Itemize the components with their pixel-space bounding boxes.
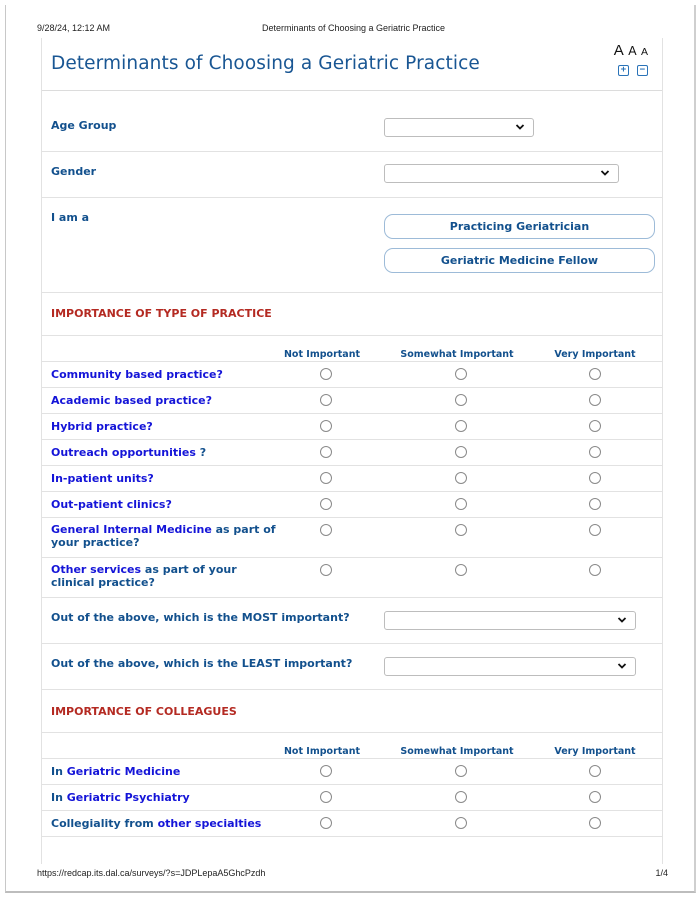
radio-very-important[interactable]: [589, 472, 601, 484]
radio-very-important[interactable]: [589, 498, 601, 510]
label-text: Geriatric Medicine: [66, 765, 181, 778]
radio-not-important[interactable]: [320, 765, 332, 777]
print-document-title: Determinants of Choosing a Geriatric Practice: [261, 23, 446, 33]
matrix-row: [42, 558, 662, 598]
label-text: other specialties: [157, 817, 262, 830]
print-page-number: 1/4: [655, 868, 668, 878]
matrix-row: [42, 414, 662, 440]
matrix-row: [42, 466, 662, 492]
radio-very-important[interactable]: [589, 817, 601, 829]
radio-not-important[interactable]: [320, 791, 332, 803]
least-important-row: [42, 644, 662, 690]
radio-somewhat-important[interactable]: [455, 498, 467, 510]
matrix-row: [42, 388, 662, 414]
chevron-down-icon: [600, 168, 610, 178]
label-text: Academic based practice?: [51, 394, 213, 407]
radio-somewhat-important[interactable]: [455, 524, 467, 536]
section-practice-header-row: [42, 293, 662, 336]
chevron-down-icon: [617, 615, 627, 625]
most-important-label: Out of the above, which is the MOST important?: [51, 611, 350, 624]
radio-not-important[interactable]: [320, 498, 332, 510]
print-url: https://redcap.its.dal.ca/surveys/?s=JDPLepaA5GhcPzdh: [37, 868, 266, 878]
radio-not-important[interactable]: [320, 368, 332, 380]
radio-not-important[interactable]: [320, 524, 332, 536]
font-size-letters: [614, 43, 648, 60]
gender-select[interactable]: [384, 164, 619, 183]
colleagues-scale-header-row: [42, 733, 662, 759]
radio-somewhat-important[interactable]: [455, 394, 467, 406]
survey-title-bar: [42, 38, 662, 91]
radio-not-important[interactable]: [320, 817, 332, 829]
survey-container: [41, 38, 663, 864]
radio-somewhat-important[interactable]: [455, 791, 467, 803]
label-text: In-patient units?: [51, 472, 154, 485]
matrix-row-label: [51, 446, 276, 459]
least-important-label: Out of the above, which is the LEAST important?: [51, 657, 353, 670]
matrix-row: [42, 785, 662, 811]
label-text-suffix: as part of your clinical practice?: [51, 563, 237, 589]
matrix-row: [42, 759, 662, 785]
section-colleagues-heading: IMPORTANCE OF COLLEAGUES: [51, 705, 237, 718]
matrix-row: [42, 492, 662, 518]
survey-title: Determinants of Choosing a Geriatric Practice: [51, 53, 480, 74]
radio-very-important[interactable]: [589, 791, 601, 803]
chevron-down-icon: [617, 661, 627, 671]
matrix-row-label: [51, 472, 276, 485]
matrix-row: [42, 518, 662, 558]
radio-not-important[interactable]: [320, 420, 332, 432]
radio-somewhat-important[interactable]: [455, 446, 467, 458]
scale-header-somewhat-important: Somewhat Important: [400, 349, 514, 360]
scale-header-not-important: Not Important: [283, 746, 361, 757]
minus-square-icon[interactable]: −: [637, 65, 648, 76]
age-group-label: Age Group: [51, 119, 117, 132]
label-text: Community based practice?: [51, 368, 223, 381]
radio-very-important[interactable]: [589, 394, 601, 406]
age-group-row: [42, 92, 662, 152]
chevron-down-icon: [515, 122, 525, 132]
radio-very-important[interactable]: [589, 420, 601, 432]
matrix-row-label: [51, 765, 276, 778]
matrix-row: [42, 362, 662, 388]
radio-not-important[interactable]: [320, 446, 332, 458]
matrix-row-label: [51, 817, 276, 830]
role-label: I am a: [51, 211, 90, 224]
matrix-row: [42, 440, 662, 466]
radio-somewhat-important[interactable]: [455, 420, 467, 432]
font-size-control: [614, 43, 648, 76]
plus-square-icon[interactable]: +: [618, 65, 629, 76]
scale-header-very-important: Very Important: [554, 746, 636, 757]
radio-not-important[interactable]: [320, 394, 332, 406]
scale-header-very-important: Very Important: [554, 349, 636, 360]
radio-somewhat-important[interactable]: [455, 817, 467, 829]
matrix-row-label: [51, 368, 276, 381]
radio-very-important[interactable]: [589, 564, 601, 576]
radio-somewhat-important[interactable]: [455, 765, 467, 777]
radio-not-important[interactable]: [320, 564, 332, 576]
matrix-row-label: [51, 791, 276, 804]
label-text-prefix: In: [51, 791, 67, 804]
label-text: General Internal Medicine: [51, 523, 212, 536]
radio-very-important[interactable]: [589, 765, 601, 777]
most-important-row: [42, 598, 662, 644]
practice-scale-header-row: [42, 336, 662, 362]
matrix-row-label: [51, 420, 276, 433]
label-text: Geriatric Psychiatry: [66, 791, 190, 804]
label-text: Other services: [51, 563, 142, 576]
matrix-row-label: [51, 523, 276, 549]
radio-somewhat-important[interactable]: [455, 472, 467, 484]
print-datetime: 9/28/24, 12:12 AM: [37, 23, 111, 33]
label-text-prefix: In: [51, 765, 67, 778]
scale-header-somewhat-important: Somewhat Important: [400, 746, 514, 757]
matrix-row: [42, 811, 662, 837]
label-text: Outreach opportunities: [51, 446, 196, 459]
gender-row: [42, 152, 662, 198]
radio-somewhat-important[interactable]: [455, 368, 467, 380]
matrix-row-label: [51, 563, 276, 589]
radio-very-important[interactable]: [589, 524, 601, 536]
radio-very-important[interactable]: [589, 368, 601, 380]
label-text-suffix: ?: [195, 446, 207, 459]
section-colleagues-header-row: [42, 690, 662, 733]
matrix-row-label: [51, 394, 276, 407]
print-footer: [37, 868, 668, 882]
gender-label: Gender: [51, 165, 97, 178]
radio-not-important[interactable]: [320, 472, 332, 484]
font-size-medium: A: [628, 44, 637, 58]
label-text: Hybrid practice?: [51, 420, 153, 433]
font-size-small: A: [640, 46, 648, 58]
scale-header-not-important: Not Important: [283, 349, 361, 360]
radio-very-important[interactable]: [589, 446, 601, 458]
label-text-prefix: Collegiality from: [51, 817, 158, 830]
matrix-row-label: [51, 498, 276, 511]
role-option-geriatric-medicine-fellow[interactable]: Geriatric Medicine Fellow: [384, 248, 655, 273]
age-group-select[interactable]: [384, 118, 534, 137]
label-text-suffix: as part of your practice?: [51, 523, 276, 549]
radio-somewhat-important[interactable]: [455, 564, 467, 576]
print-header: [37, 23, 670, 37]
least-important-select[interactable]: [384, 657, 636, 676]
most-important-select[interactable]: [384, 611, 636, 630]
role-row: [42, 198, 662, 293]
section-practice-heading: IMPORTANCE OF TYPE OF PRACTICE: [51, 307, 272, 320]
font-size-large: A: [613, 42, 624, 59]
role-option-practicing-geriatrician[interactable]: Practicing Geriatrician: [384, 214, 655, 239]
label-text: Out-patient clinics?: [51, 498, 172, 511]
